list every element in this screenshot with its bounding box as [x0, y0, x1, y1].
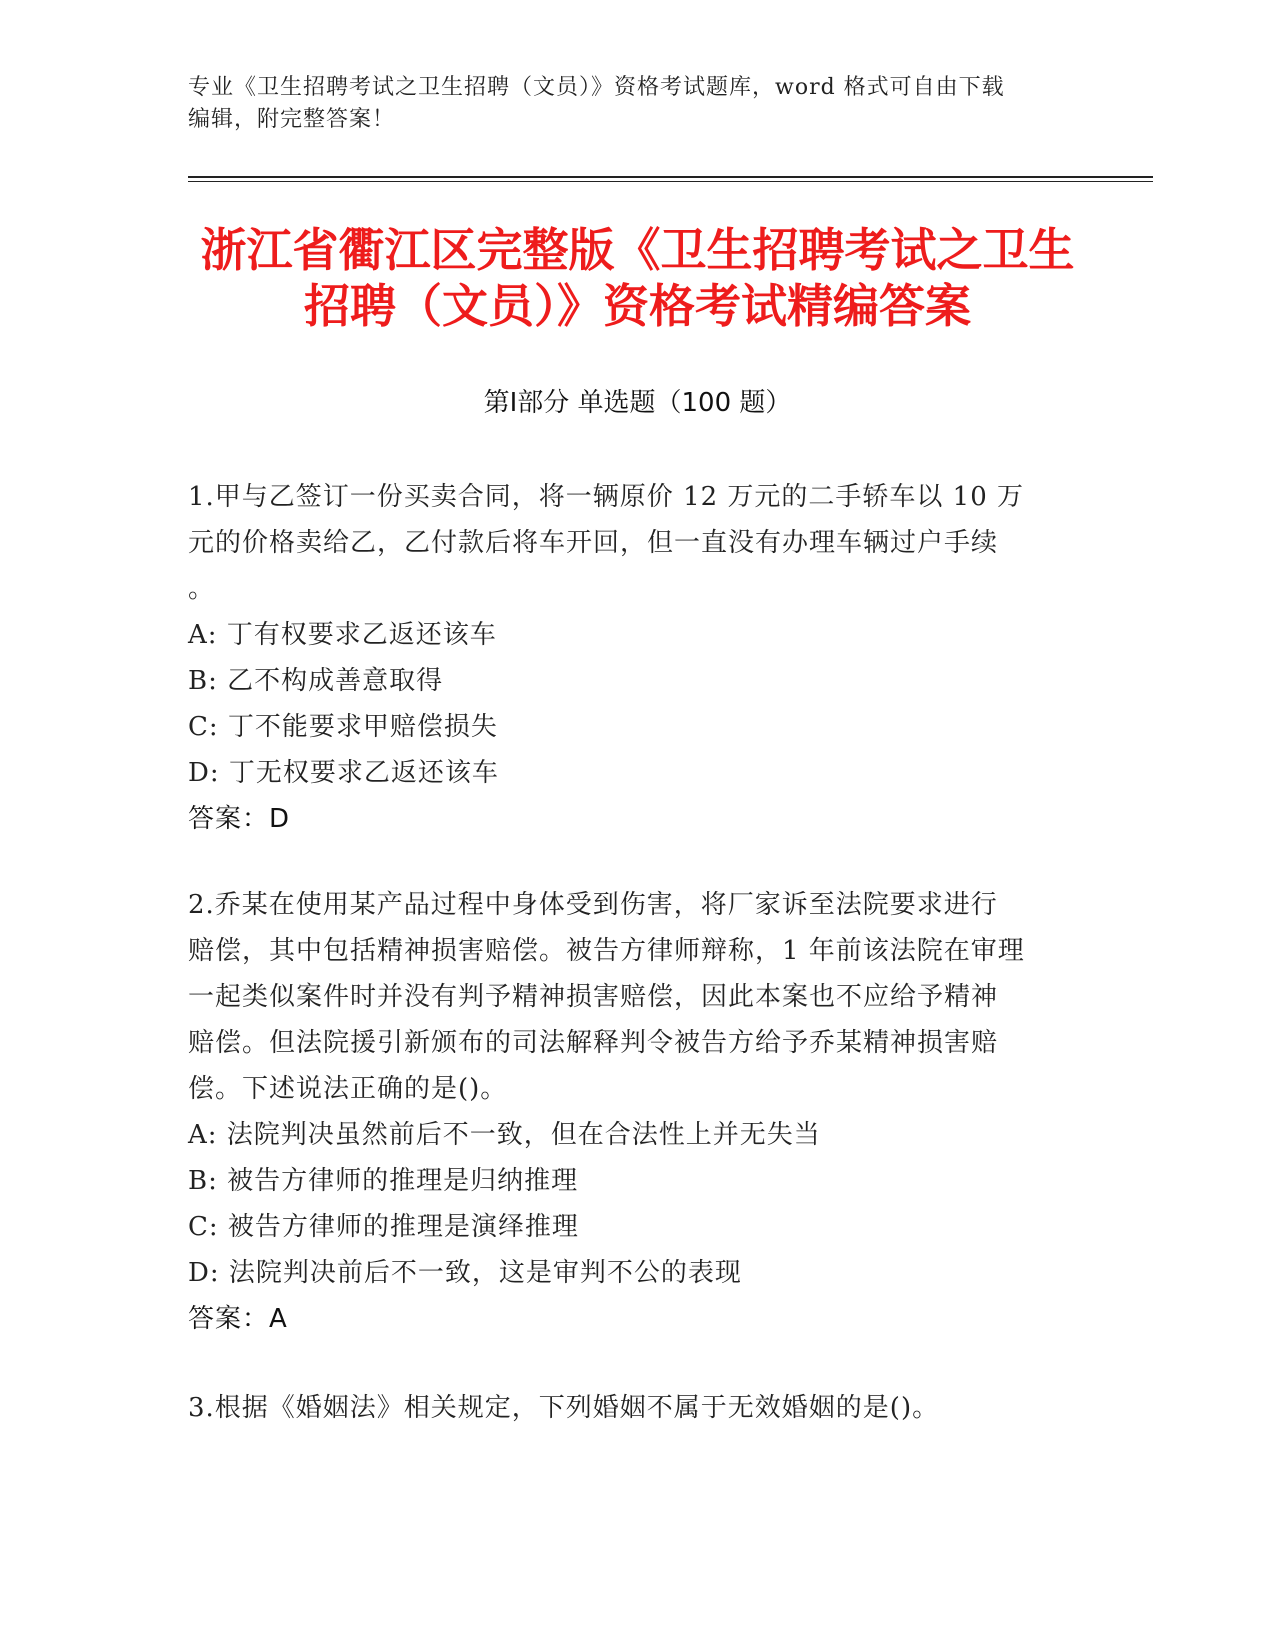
question-2 [188, 882, 1088, 1342]
header-note-line: 编辑，附完整答案！ [188, 107, 396, 132]
question-stem-line: 3.根据《婚姻法》相关规定，下列婚姻不属于无效婚姻的是()。 [188, 1393, 940, 1423]
question-stem-line: 赔偿，其中包括精神损害赔偿。被告方律师辩称，1 年前该法院在审理 [188, 936, 1025, 966]
option-d: D: 丁无权要求乙返还该车 [188, 758, 499, 788]
header-divider-thin [188, 181, 1153, 182]
document-title [130, 222, 1145, 334]
question-stem-line: 2.乔某在使用某产品过程中身体受到伤害，将厂家诉至法院要求进行 [188, 890, 998, 920]
question-stem-line: 偿。下述说法正确的是()。 [188, 1074, 508, 1104]
question-3 [188, 1385, 1088, 1431]
title-line: 招聘（文员）》资格考试精编答案 [304, 279, 971, 333]
answer-line: 答案：A [188, 1304, 288, 1334]
question-stem-line: 元的价格卖给乙，乙付款后将车开回，但一直没有办理车辆过户手续 [188, 528, 999, 558]
question-1 [188, 474, 1088, 842]
option-b: B: 乙不构成善意取得 [188, 666, 444, 696]
header-divider [188, 176, 1153, 178]
question-stem-line: 。 [188, 574, 216, 604]
option-d: D: 法院判决前后不一致，这是审判不公的表现 [188, 1258, 742, 1288]
option-a: A: 法院判决虽然前后不一致，但在合法性上并无失当 [188, 1120, 821, 1150]
question-stem-line: 一起类似案件时并没有判予精神损害赔偿，因此本案也不应给予精神 [188, 982, 999, 1012]
header-note [188, 72, 1088, 136]
option-c: C: 丁不能要求甲赔偿损失 [188, 712, 498, 742]
option-c: C: 被告方律师的推理是演绎推理 [188, 1212, 579, 1242]
option-a: A: 丁有权要求乙返还该车 [188, 620, 497, 650]
option-b: B: 被告方律师的推理是归纳推理 [188, 1166, 579, 1196]
section-heading: 第Ⅰ部分 单选题（100 题） [483, 388, 792, 418]
question-stem-line: 1.甲与乙签订一份买卖合同，将一辆原价 12 万元的二手轿车以 10 万 [188, 482, 1025, 512]
header-note-line: 专业《卫生招聘考试之卫生招聘（文员）》资格考试题库，word 格式可自由下载 [188, 75, 1005, 100]
answer-line: 答案：D [188, 804, 291, 834]
question-stem-line: 赔偿。但法院援引新颁布的司法解释判令被告方给予乔某精神损害赔 [188, 1028, 999, 1058]
title-line: 浙江省衢江区完整版《卫生招聘考试之卫生 [200, 223, 1075, 277]
